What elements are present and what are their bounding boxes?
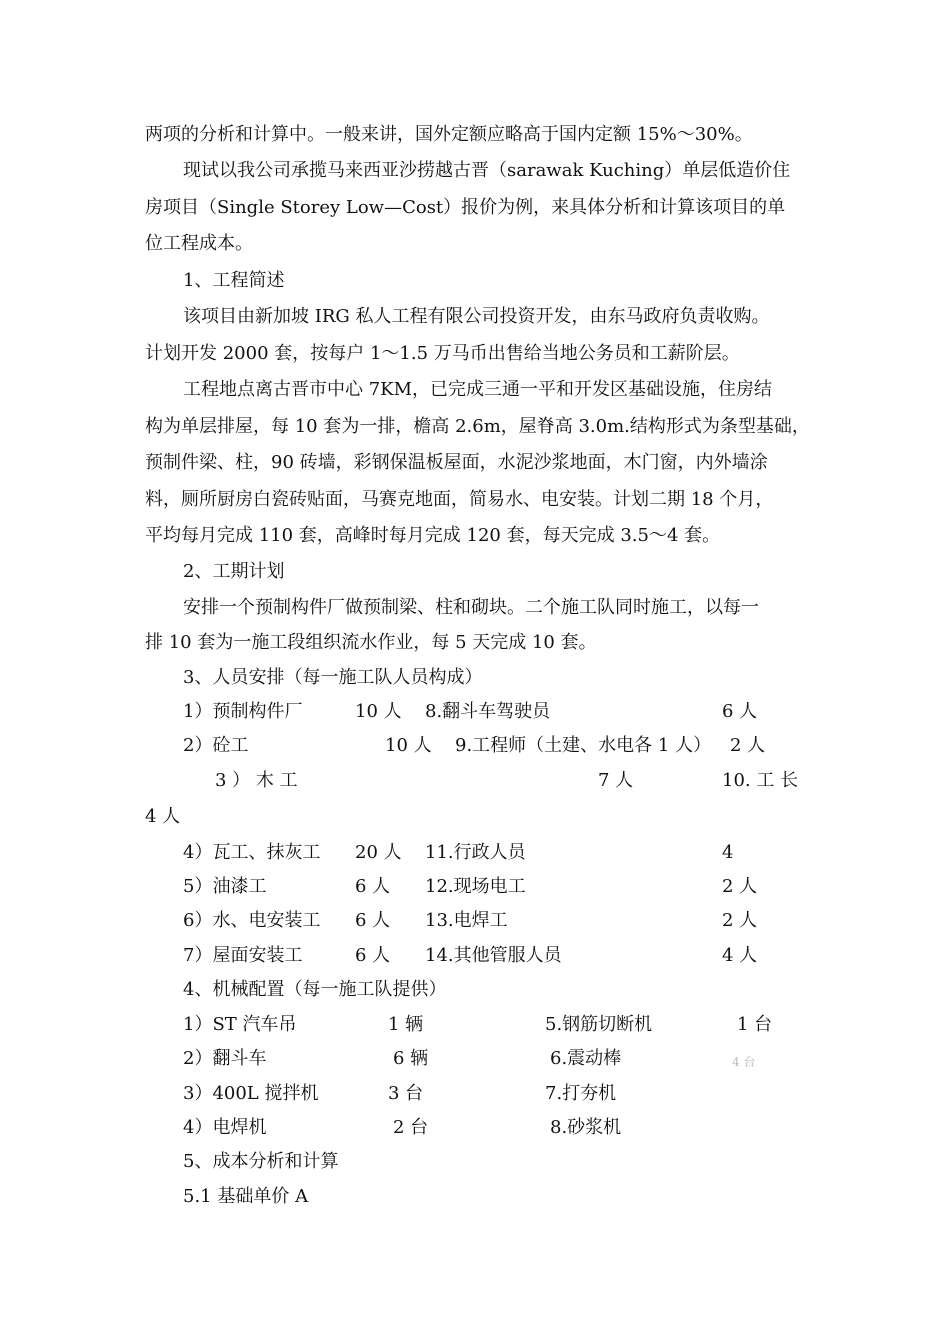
staff-count-6: 6 人: [355, 910, 391, 931]
intro-line-1: 两项的分析和计算中。一般来讲，国外定额应略高于国内定额 15%～30%。: [145, 124, 753, 145]
staff-item-6: 6）水、电安装工: [183, 910, 321, 931]
intro-paragraph-line-1: 现试以我公司承揽马来西亚沙捞越古晋（sarawak Kuching）单层低造价住: [183, 160, 791, 181]
machine-count-6: 4 台: [732, 1055, 756, 1069]
staff-item-1: 1）预制构件厂: [183, 701, 303, 722]
staff-count-1: 10 人: [355, 701, 402, 722]
intro-paragraph-line-3: 位工程成本。: [145, 233, 253, 254]
machine-item-7: 7.打夯机: [545, 1083, 617, 1104]
section-1-p2-line-4: 料，厕所厨房白瓷砖贴面，马赛克地面，简易水、电安装。计划二期 18 个月，: [145, 489, 774, 510]
staff-count-5: 6 人: [355, 876, 391, 897]
staff-item-11: 11.行政人员: [425, 842, 526, 863]
machine-count-1: 1 辆: [388, 1014, 424, 1035]
machine-count-4: 2 台: [393, 1117, 429, 1138]
machine-item-1: 1）ST 汽车吊: [183, 1014, 297, 1035]
staff-count-2: 10 人: [385, 735, 432, 756]
section-4-heading: 4、机械配置（每一施工队提供）: [183, 979, 447, 1000]
staff-item-14: 14.其他管服人员: [425, 945, 562, 966]
staff-count-7: 6 人: [355, 945, 391, 966]
section-1-p2-line-1: 工程地点离古晋市中心 7KM，已完成三通一平和开发区基础设施，住房结: [183, 379, 773, 400]
section-3-heading: 3、人员安排（每一施工队人员构成）: [183, 667, 483, 688]
machine-item-3: 3）400L 搅拌机: [183, 1083, 319, 1104]
staff-item-13: 13.电焊工: [425, 910, 508, 931]
section-2-p1-line-1: 安排一个预制构件厂做预制梁、柱和砌块。二个施工队同时施工，以每一: [183, 597, 759, 618]
section-1-p2-line-3: 预制件梁、柱，90 砖墙，彩钢保温板屋面，水泥沙浆地面，木门窗，内外墙涂: [145, 452, 768, 473]
section-1-p1-line-2: 计划开发 2000 套，按每户 1～1.5 万马币出售给当地公务员和工薪阶层。: [145, 343, 740, 364]
machine-item-6: 6.震动棒: [550, 1048, 622, 1069]
staff-item-8: 8.翻斗车驾驶员: [425, 701, 551, 722]
section-1-p2-line-2: 构为单层排屋，每 10 套为一排，檐高 2.6m，屋脊高 3.0m.结构形式为条型基础，: [145, 416, 810, 437]
staff-count-3: 7 人: [598, 770, 634, 791]
machine-item-4: 4）电焊机: [183, 1117, 267, 1138]
staff-count-4: 20 人: [355, 842, 402, 863]
staff-count-9: 2 人: [730, 735, 766, 756]
staff-item-2: 2）砼工: [183, 735, 249, 756]
staff-count-13: 2 人: [722, 910, 758, 931]
machine-item-8: 8.砂浆机: [550, 1117, 622, 1138]
section-1-heading: 1、工程简述: [183, 270, 285, 291]
section-5-1-heading: 5.1 基础单价 A: [183, 1186, 309, 1207]
machine-count-2: 6 辆: [393, 1048, 429, 1069]
staff-item-9: 9.工程师（土建、水电各 1 人）: [455, 735, 712, 756]
staff-item-5: 5）油漆工: [183, 876, 267, 897]
staff-count-14: 4 人: [722, 945, 758, 966]
machine-count-5: 1 台: [737, 1014, 773, 1035]
staff-item-12: 12.现场电工: [425, 876, 526, 897]
staff-item-3: 3 ） 木 工: [215, 770, 298, 791]
machine-item-2: 2）翻斗车: [183, 1048, 267, 1069]
section-1-p2-line-5: 平均每月完成 110 套，高峰时每月完成 120 套，每天完成 3.5～4 套。: [145, 525, 721, 546]
machine-count-3: 3 台: [388, 1083, 424, 1104]
machine-item-5: 5.钢筋切断机: [545, 1014, 653, 1035]
staff-count-12: 2 人: [722, 876, 758, 897]
staff-count-11: 4: [722, 842, 734, 863]
intro-paragraph-line-2: 房项目（Single Storey Low—Cost）报价为例，来具体分析和计算该项目的单: [145, 197, 786, 218]
section-2-heading: 2、工期计划: [183, 561, 285, 582]
staff-item-10: 10. 工 长: [722, 770, 799, 791]
staff-count-8: 6 人: [722, 701, 758, 722]
staff-count-10: 4 人: [145, 806, 181, 827]
section-5-heading: 5、成本分析和计算: [183, 1151, 339, 1172]
staff-item-4: 4）瓦工、抹灰工: [183, 842, 321, 863]
section-2-p1-line-2: 排 10 套为一施工段组织流水作业，每 5 天完成 10 套。: [145, 632, 597, 653]
staff-item-7: 7）屋面安装工: [183, 945, 303, 966]
section-1-p1-line-1: 该项目由新加坡 IRG 私人工程有限公司投资开发，由东马政府负责收购。: [183, 306, 770, 327]
